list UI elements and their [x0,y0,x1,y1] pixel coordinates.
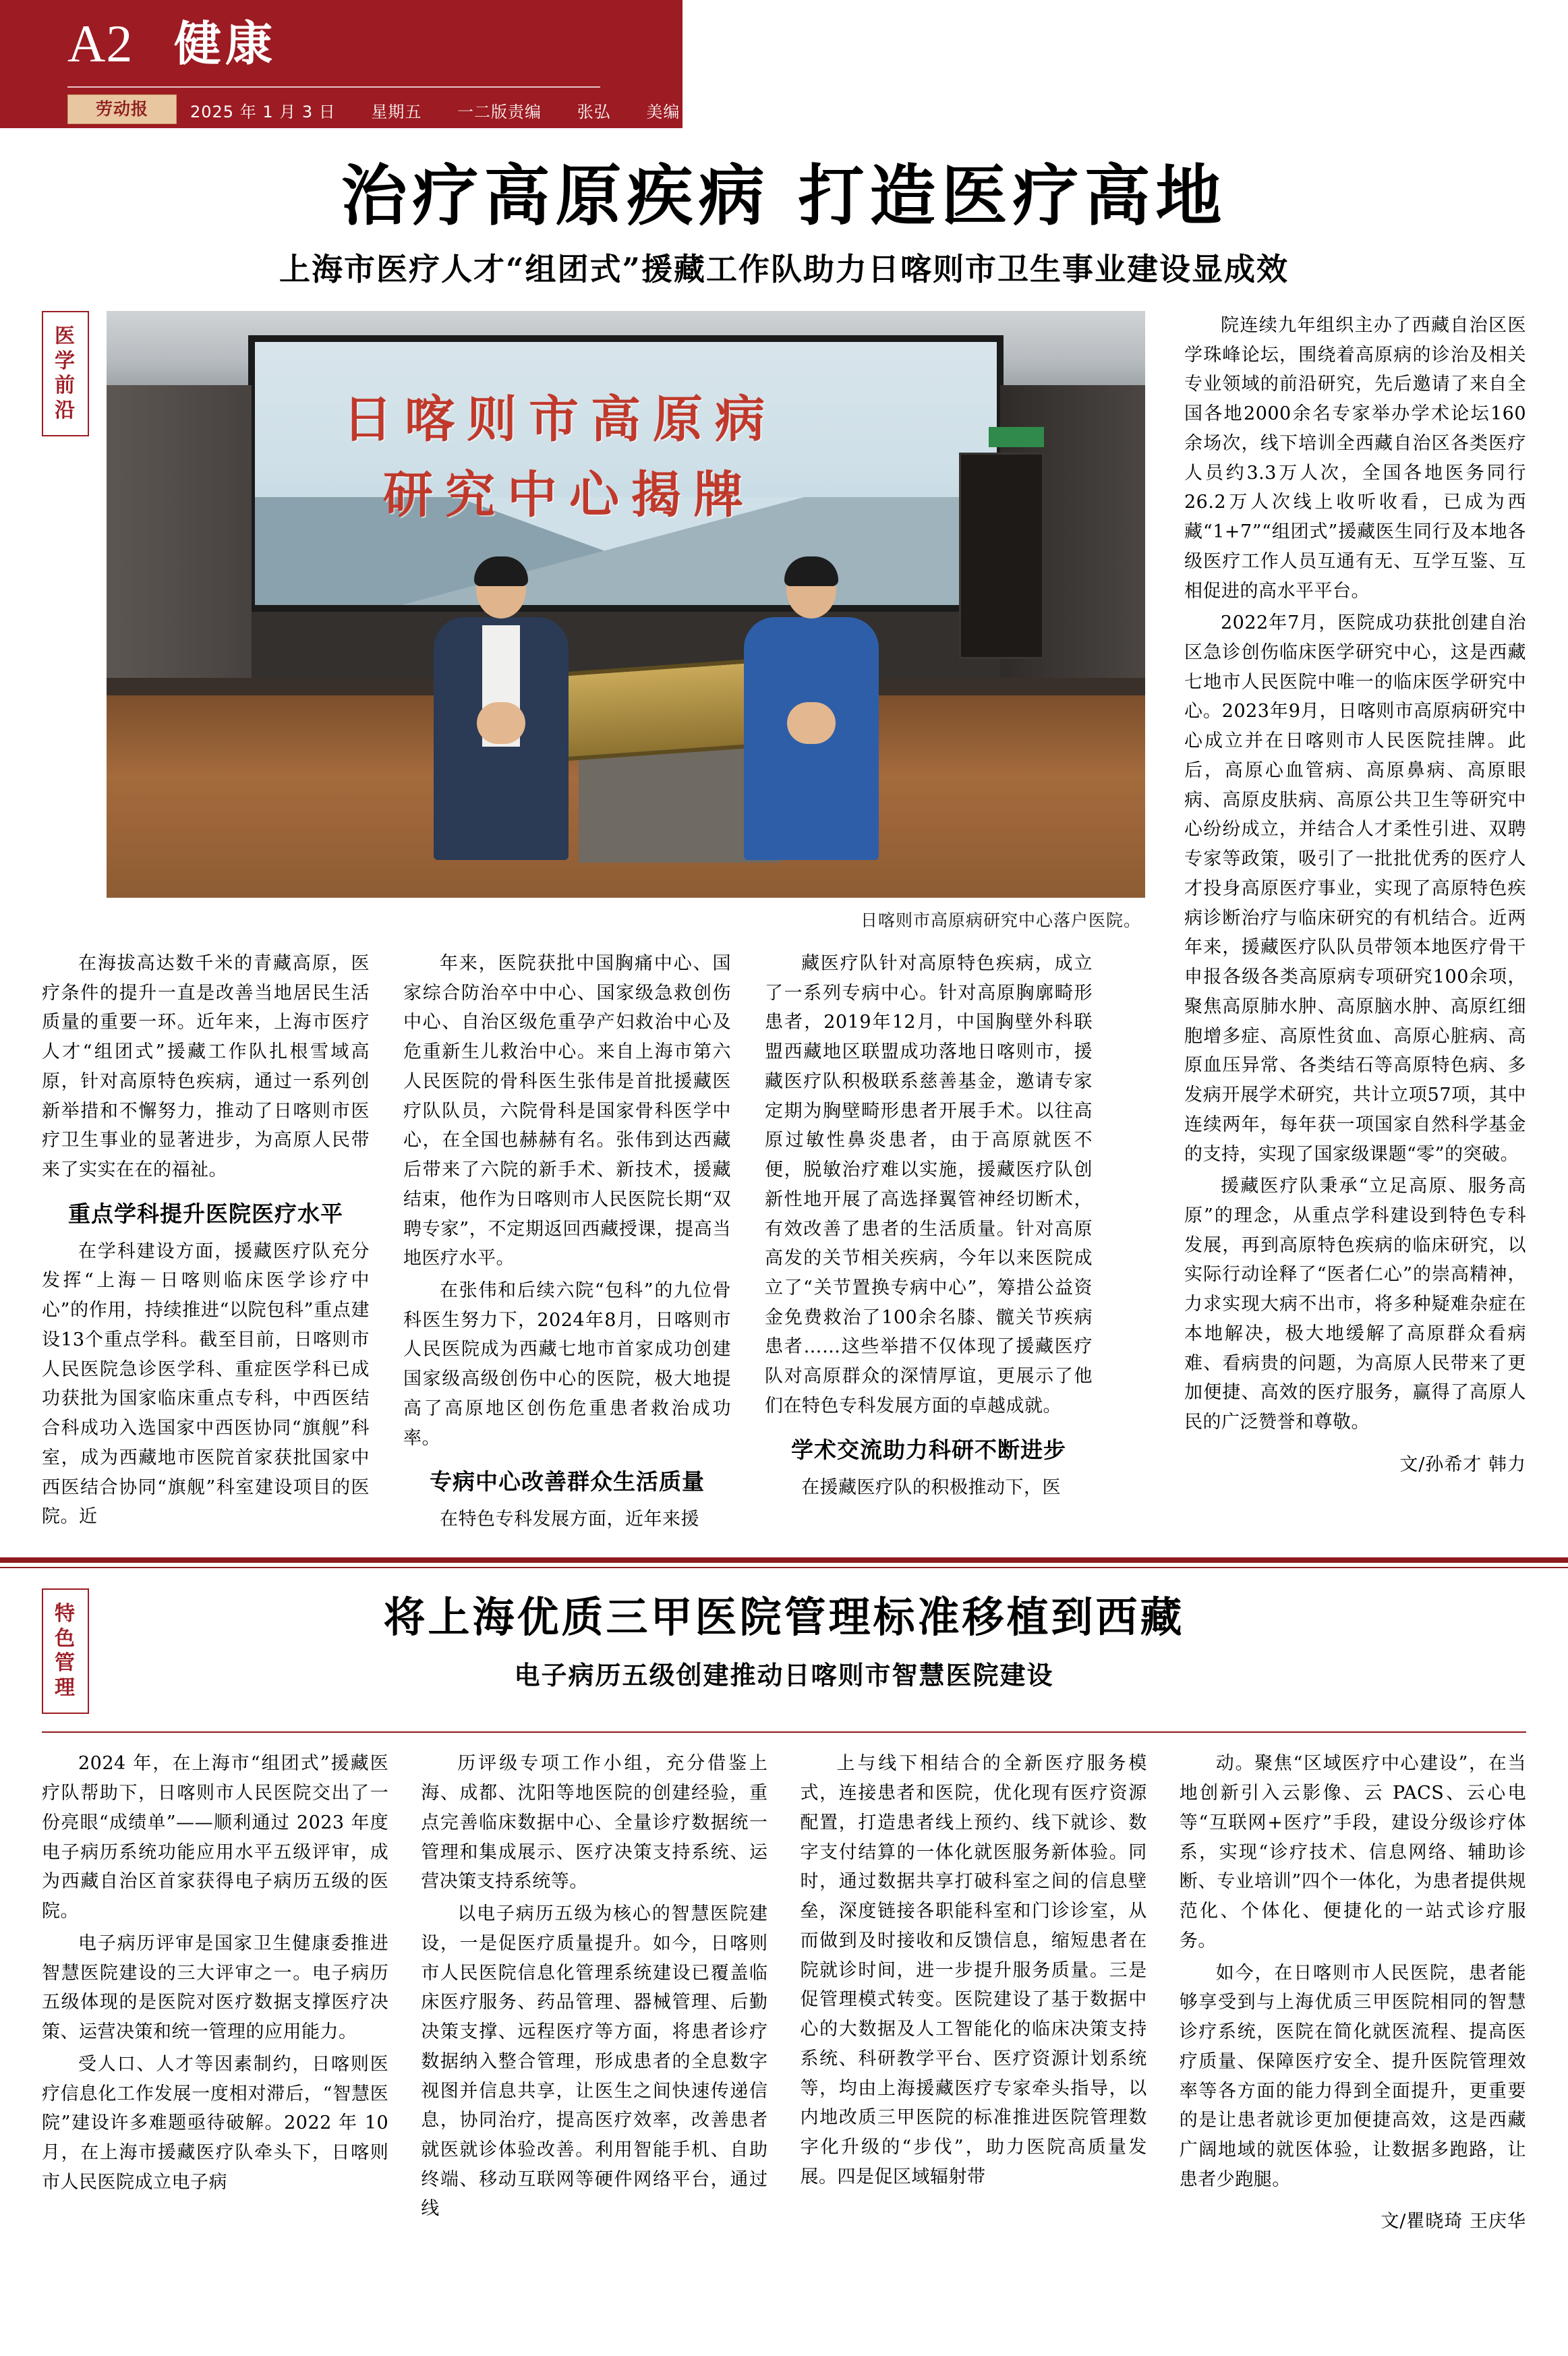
photo-stage-screen [248,335,1004,612]
paragraph: 在特色专科发展方面，近年来援 [440,1509,699,1530]
article2-column-4 [1180,1749,1526,2233]
section-heading-academic-exchange: 学术交流助力科研不断进步 [791,1436,1066,1463]
paragraph: 如今，在日喀则市人民医院，患者能够享受到与上海优质三甲医院相同的智慧诊疗系统，医院在简化就医流程、提高医疗质量、保障医疗安全、提升医院管理效率等各方面的能力得到全面提升，更重要的是让患者就诊更加便捷高效，这是西藏广阔地域的就医体验，让数据多跑路，让患者少跑腿。 [1179,1962,1526,2190]
section-divider-thick [0,1557,1568,1563]
paragraph: 受人口、人才等因素制约，日喀则医疗信息化工作发展一度相对滞后，“智慧医院”建设许多难题亟待破解。2022 年 10 月，在上海市援藏医疗队牵头下，日喀则市人民医院成立电子病 [42,2053,389,2193]
paragraph: 以电子病历五级为核心的智慧医院建设，一是促医疗质量提升。如今，日喀则市人民医院信息化管理系统建设已覆盖临床医疗服务、药品管理、器械管理、后勤决策支撑、远程医疗等方面，将患者诊疗数据纳入整合管理，形成患者的全息数字视图并信息共享，让医生之间快速传递信息，协同治疗，提高医疗效率，改善患者就医就诊体验改善。利用智能手机、自助终端、移动互联网等硬件网络平台，通过线 [421,1903,768,2220]
article1-columns [42,949,1145,1534]
editor-label: 一二版责编 [457,103,542,121]
photo-caption: 日喀则市高原病研究中心落户医院。 [860,910,1141,930]
article1-column-4 [1184,311,1526,1476]
article2-columns [42,1749,1526,2233]
paragraph: 院连续九年组织主办了西藏自治区医学珠峰论坛，围绕着高原病的诊治及相关专业领域的前沿研究，先后邀请了来自全国各地2000余名专家举办学术论坛160余场次，线下培训全西藏自治区各类医疗人员约3.3万人次，全国各地医务同行26.2万人次线上收听收看，已成为西藏“1+7”“组团式”援藏医生同行及本地各级医疗工作人员互通有无、互学互鉴、互相促进的高水平平台。 [1184,314,1526,602]
page-title: 治疗高原疾病 打造医疗高地 [341,157,1227,235]
paragraph: 在张伟和后续六院“包科”的九位骨科医生努力下，2024年8月，日喀则市人民医院成为西藏七地市首家成功创建国家级高级创伤中心的医院，极大地提高了高原地区创伤危重患者救治成功率。 [403,1280,731,1449]
article2-title: 将上海优质三甲医院管理标准移植到西藏 [383,1592,1185,1642]
paragraph: 2022年7月，医院成功获批创建自治区急诊创伤临床医学研究中心，这是西藏七地市人民医院中唯一的临床医学研究中心。2023年9月，日喀则市高原病研究中心成立并在日喀则市人民医院挂牌。此后，高原心血管病、高原鼻病、高原眼病、高原皮肤病、高原公共卫生等研究中心纷纷成立，并结合人才柔性引进、双聘专家等政策，吸引了一批批优秀的医疗人才投身高原医疗事业，实现了高原特色疾病诊断治疗与临床研究的有机结合。近两年来，援藏医疗队队员带领本地医疗骨干申报各级各类高原病专项研究100余项，聚焦高原肺水肿、高原脑水肿、高原红细胞增多症、高原性贫血、高原心脏病、高原血压异常、各类结石等高原特色病、多发病开展学术研究，共计立项57项，其中连续两年，每年获一项国家自然科学基金的支持，实现了国家级课题“零”的突破。 [1184,612,1526,1165]
photo-person-right [734,561,889,857]
paragraph: 在援藏医疗队的积极推动下，医 [801,1476,1061,1498]
article1-byline: 文/孙希才 韩力 [1399,1454,1526,1475]
paragraph: 上与线下相结合的全新医疗服务模式，连接患者和医院，优化现有医疗资源配置，打造患者线上预约、线下就诊、数字支付结算的一体化就医服务新体验。同时，通过数据共享打破科室之间的信息壁垒，深度链接各职能科室和门诊诊室，从而做到及时接收和反馈信息，缩短患者在院就诊时间，进一步提升服务质量。三是促管理模式转变。医院建设了基于数据中心的大数据及人工智能化的临床决策支持系统、科研教学平台、医疗资源计划系统等，均由上海援藏医疗专家牵头指导，以内地改质三甲医院的标准推进医院管理数字化升级的“步伐”，助力医院高质量发展。四是促区域辐射带 [800,1753,1147,2187]
paragraph: 援藏医疗队秉承“立足高原、服务高原”的理念，从重点学科建设到特色专科发展，再到高原特色疾病的临床研究，以实际行动诠释了“医者仁心”的崇高精神，力求实现大病不出市，将多种疑难杂症在本地解决，极大地缓解了高原群众看病难、看病贵的问题，为高原人民带来了更加便捷、高效的医疗服务，赢得了高原人民的广泛赞誉和尊敬。 [1184,1176,1526,1433]
designer-name: 周芸 [715,103,749,121]
photo-exit-sign [989,427,1044,447]
paragraph: 历评级专项工作小组，充分借鉴上海、成都、沈阳等地医院的创建经验，重点完善临床数据中心、全量诊疗数据统一管理和集成展示、医疗决策支持系统、运营决策支持系统等。 [421,1753,768,1893]
paragraph: 藏医疗队针对高原特色疾病，成立了一系列专病中心。针对高原胸廓畸形患者，2019年12月，中国胸壁外科联盟西藏地区联盟成功落地日喀则市，援藏医疗队积极联系慈善基金，邀请专家定期为胸壁畸形患者开展手术。以往高原过敏性鼻炎患者，由于高原就医不便，脱敏治疗难以实施，援藏医疗队创新性地开展了高选择翼管神经切断术，有效改善了患者的生活质量。针对高原高发的关节相关疾病，今年以来医院成立了“关节置换专病中心”，筹措公益资金免费救治了100余名膝、髋关节疾病患者……这些举措不仅体现了援藏医疗队对高原群众的深情厚谊，更展示了他们在特色专科发展方面的卓越成就。 [765,952,1093,1416]
article2-byline: 文/瞿晓琦 王庆华 [1381,2211,1526,2233]
paragraph: 电子病历评审是国家卫生健康委推进智慧医院建设的三大评审之一。电子病历五级体现的是医院对医疗数据支撑医疗决策、运营决策和统一管理的应用能力。 [42,1932,389,2043]
article2-divider [42,1731,1526,1733]
section-heading-specialty-center: 专病中心改善群众生活质量 [430,1468,705,1495]
article2-column-1 [42,1749,388,2233]
photo-screen-line-2: 研究中心揭牌 [383,465,755,524]
page-number: A2 [67,14,134,73]
photo-screen-line-1: 日喀则市高原病 [343,390,777,449]
article-special-management [42,1588,1526,2233]
paragraph: 动。聚焦“区域医疗中心建设”，在当地创新引入云影像、云 PACS、云心电等“互联网+医疗”手段，建设分级诊疗体系，实现“诊疗技术、信息网络、辅助诊断、专业培训”四个一体化，为患者提供规范化、个体化、便捷化的一站式诊疗服务。 [1179,1753,1526,1951]
paragraph: 在海拔高达数千米的青藏高原，医疗条件的提升一直是改善当地居民生活质量的重要一环。近年来，上海市医疗人才“组团式”援藏工作队扎根雪域高原，针对高原特色疾病，通过一系列创新举措和不懈努力，推动了日喀则市医疗卫生事业的显著进步，为高原人民带来了实实在在的福祉。 [42,952,370,1181]
section-heading-key-disciplines: 重点学科提升医院医疗水平 [68,1200,343,1227]
article-tag-special-management [42,1588,89,1714]
paragraph: 2024 年，在上海市“组团式”援藏医疗队帮助下，日喀则市人民医院交出了一份亮眼“成绩单”——顺利通过 2023 年度电子病历系统功能应用水平五级评审，成为西藏自治区首家获得电子病历五级的医院。 [42,1753,389,1922]
masthead-meta [190,98,779,122]
tag-char-3: 前 [55,374,76,398]
article2-column-2 [421,1749,767,2233]
tag-char-1: 医 [55,324,76,348]
article1-column-2 [403,949,731,1534]
editor-name: 张弘 [577,103,611,121]
photo-wall-left [107,385,252,702]
tag-char-2: 学 [55,349,76,373]
masthead-divider [67,86,600,88]
article-medical-frontier [42,311,1526,1534]
photo-person-left [424,561,579,857]
section-divider-thin [0,1567,1568,1568]
photo-door [959,453,1044,659]
paragraph: 年来，医院获批中国胸痛中心、国家综合防治卒中中心、国家级急救创伤中心、自治区级危重孕产妇救治中心及危重新生儿救治中心。来自上海市第六人民医院的骨科医生张伟是首批援藏医疗队队员，六院骨科是国家骨科医学中心，在全国也赫赫有名。张伟到达西藏后带来了六院的新手术、新技术，援藏结束，他作为日喀则市人民医院长期“双聘专家”，不定期返回西藏授课，提高当地医疗水平。 [403,952,731,1269]
article-tag-medical-frontier [42,311,89,436]
paragraph: 在学科建设方面，援藏医疗队充分发挥“上海－日喀则临床医学诊疗中心”的作用，持续推进“以院包科”重点建设13个重点学科。截至目前，日喀则市人民医院急诊医学科、重症医学科已成功获批为国家临床重点专科，中西医结合科成功入选国家中西医协同“旗舰”科室，成为西藏地市医院首家获批国家中西医结合协同“旗舰”科室建设项目的医院。近 [42,1240,370,1528]
issue-weekday: 星期五 [371,103,422,121]
tag-char-4: 沿 [55,398,76,422]
masthead [0,0,1568,128]
tag-line-2: 管理 [55,1651,76,1700]
article2-subtitle: 电子病历五级创建推动日喀则市智慧医院建设 [514,1660,1054,1691]
tag-line-1: 特色 [55,1602,76,1650]
paper-logo: 劳动报 [67,94,177,124]
article-photo [107,311,1145,898]
designer-label: 美编 [646,103,680,121]
section-name: 健康 [174,16,277,71]
page-subtitle: 上海市医疗人才“组团式”援藏工作队助力日喀则市卫生事业建设显成效 [279,250,1289,287]
headline-block [42,128,1526,288]
issue-date: 2025 年 1 月 3 日 [190,103,336,121]
article1-column-1 [42,949,370,1534]
article2-column-3 [801,1749,1147,2233]
article1-column-3 [765,949,1093,1534]
